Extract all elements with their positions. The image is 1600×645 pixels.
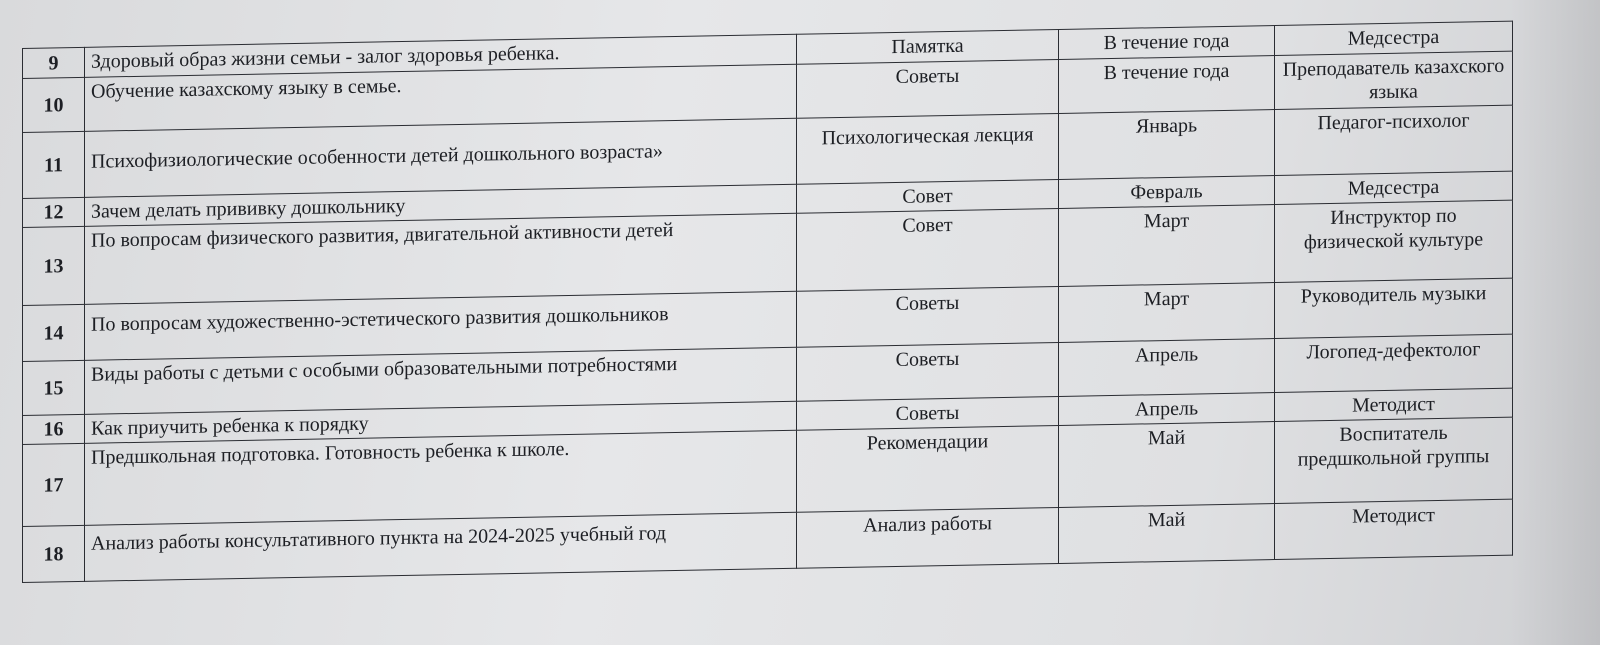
form-cell: Советы [797, 397, 1059, 431]
form-cell: Совет [797, 209, 1059, 292]
responsible-cell: Инструктор по физической культуре [1275, 200, 1513, 282]
row-number: 14 [23, 304, 85, 361]
date-cell: В течение года [1059, 56, 1275, 114]
responsible-cell: Преподаватель казахского языка [1275, 51, 1513, 109]
form-cell: Памятка [797, 30, 1059, 65]
row-number: 9 [23, 47, 85, 78]
date-cell: Май [1059, 504, 1275, 564]
responsible-cell: Медсестра [1275, 21, 1513, 55]
form-cell: Советы [797, 287, 1059, 348]
row-number: 18 [23, 525, 85, 582]
form-cell: Рекомендации [797, 426, 1059, 513]
date-cell: Январь [1059, 110, 1275, 180]
topic-cell: По вопросам физического развития, двигательной активности детей [85, 213, 797, 304]
date-cell: Март [1059, 283, 1275, 343]
topic-cell: Обучение казахскому языку в семье. [85, 64, 797, 131]
topic-cell: По вопросам художественно-эстетического развития дошкольников [85, 291, 797, 360]
date-cell: Февраль [1059, 176, 1275, 209]
topic-cell: Предшкольная подготовка. Готовность ребенка к школе. [85, 430, 797, 525]
responsible-cell: Педагог-психолог [1275, 105, 1513, 175]
topic-cell: Психофизиологические особенности детей дошкольного возраста» [85, 118, 797, 197]
paper-shadow [1510, 0, 1600, 645]
topic-cell: Здоровый образ жизни семьи - залог здоровья ребенка. [85, 34, 797, 77]
responsible-cell: Методист [1275, 499, 1513, 559]
topic-cell: Виды работы с детьми с особыми образовательными потребностями [85, 347, 797, 414]
date-cell: Апрель [1059, 393, 1275, 426]
topic-cell: Как приучить ребенка к порядку [85, 401, 797, 443]
form-cell: Анализ работы [797, 508, 1059, 569]
row-number: 16 [23, 414, 85, 444]
row-number: 15 [23, 360, 85, 415]
date-cell: Апрель [1059, 339, 1275, 397]
responsible-cell: Методист [1275, 388, 1513, 421]
topic-cell: Зачем делать прививку дошкольнику [85, 184, 797, 226]
responsible-cell: Воспитатель предшкольной группы [1275, 417, 1513, 503]
date-cell: Май [1059, 422, 1275, 508]
responsible-cell: Руководитель музыки [1275, 278, 1513, 338]
row-number: 11 [23, 131, 85, 198]
topic-cell: Анализ работы консультативного пункта на 2024-2025 учебный год [85, 512, 797, 581]
date-cell: В течение года [1059, 26, 1275, 60]
consultation-plan-table [22, 21, 1513, 583]
responsible-cell: Логопед-дефектолог [1275, 334, 1513, 392]
document-page [22, 21, 1522, 628]
responsible-cell: Медсестра [1275, 171, 1513, 204]
row-number: 17 [23, 443, 85, 526]
form-cell: Психологическая лекция [797, 114, 1059, 185]
form-cell: Советы [797, 60, 1059, 119]
form-cell: Совет [797, 180, 1059, 214]
row-number: 13 [23, 226, 85, 305]
row-number: 10 [23, 77, 85, 132]
date-cell: Март [1059, 205, 1275, 287]
row-number: 12 [23, 197, 85, 227]
form-cell: Советы [797, 343, 1059, 402]
